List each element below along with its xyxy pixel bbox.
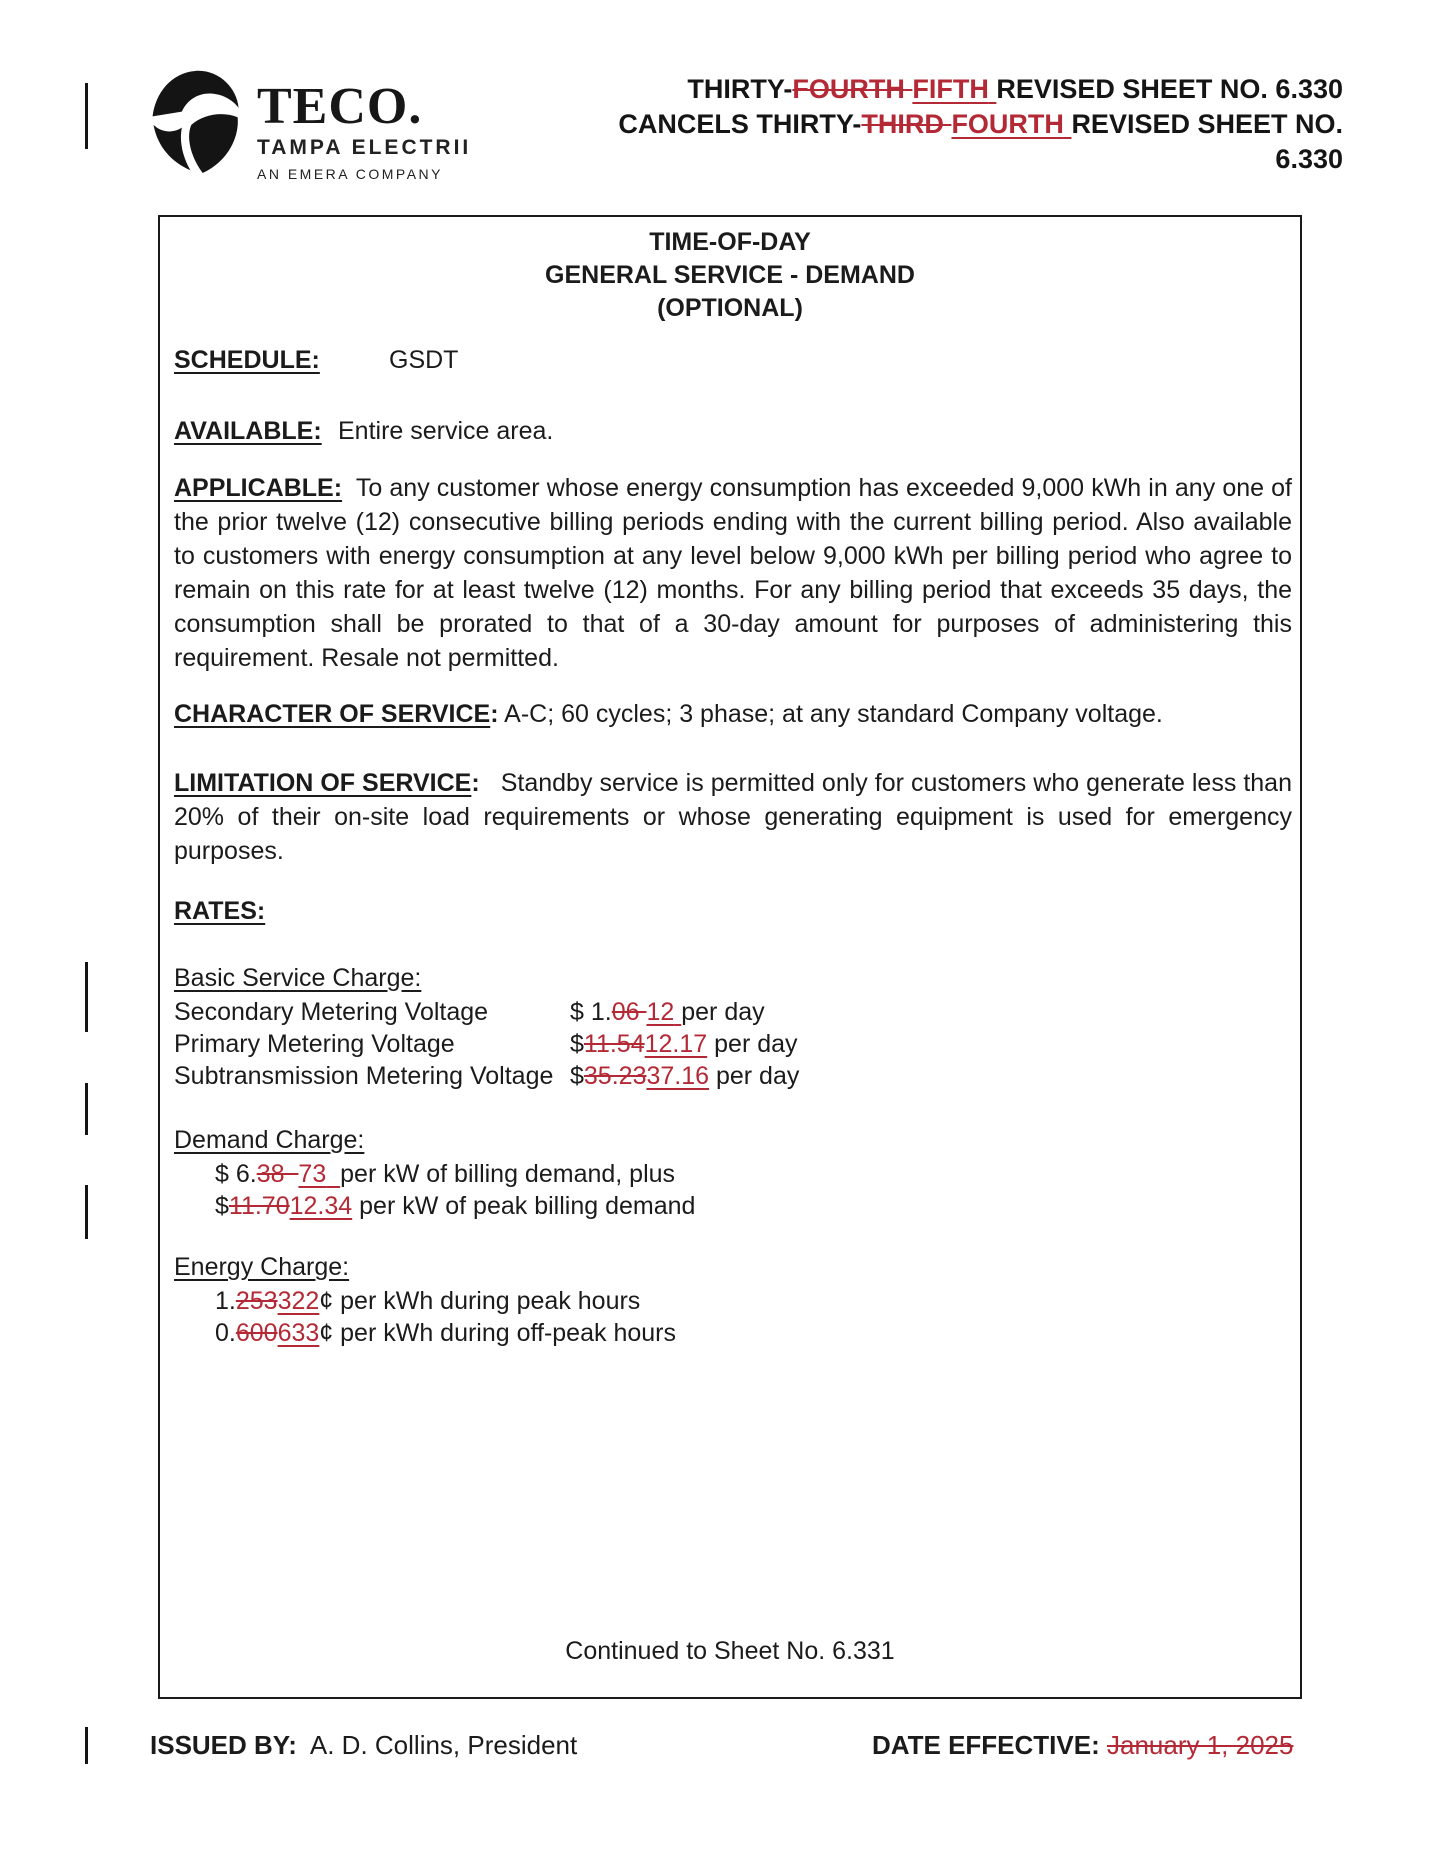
date-effective-value: January 1, 2025 bbox=[1106, 1730, 1294, 1760]
inserted-text: FIFTH bbox=[912, 74, 989, 104]
title-line: TIME-OF-DAY bbox=[649, 228, 811, 256]
rate-row: 1.253322¢ per kWh during peak hours bbox=[215, 1287, 641, 1315]
date-effective-label: DATE EFFECTIVE: bbox=[872, 1730, 1100, 1760]
change-bar bbox=[85, 1727, 88, 1764]
teco-logo-icon bbox=[147, 70, 247, 174]
rate-row bbox=[174, 997, 1292, 1027]
demand-charge-heading: Demand Charge: bbox=[174, 1126, 365, 1154]
rate-row bbox=[174, 1061, 1292, 1091]
issued-by-label: ISSUED BY: bbox=[150, 1730, 297, 1760]
title-line: GENERAL SERVICE - DEMAND bbox=[545, 261, 915, 289]
available-row bbox=[174, 416, 1292, 446]
character-colon: : bbox=[490, 700, 499, 728]
old-rate: 11.54 bbox=[583, 1030, 645, 1058]
character-of-service-row bbox=[174, 699, 1292, 729]
revision-prefix: THIRTY- bbox=[687, 74, 793, 104]
old-rate: 600 bbox=[235, 1319, 278, 1347]
rate-label: Secondary Metering Voltage bbox=[174, 998, 489, 1026]
new-rate: 12.17 bbox=[644, 1030, 708, 1058]
rate-row bbox=[174, 1029, 1292, 1059]
character-text: A-C; 60 cycles; 3 phase; at any standard Company voltage. bbox=[504, 700, 1163, 728]
revision-suffix: REVISED SHEET NO. 6.330 bbox=[996, 74, 1343, 104]
available-value: Entire service area. bbox=[338, 417, 554, 445]
old-rate: 38 bbox=[256, 1160, 285, 1188]
new-rate: 73 bbox=[298, 1160, 327, 1188]
rate-row: 0.600633¢ per kWh during off-peak hours bbox=[215, 1319, 676, 1347]
tariff-body-box bbox=[158, 215, 1302, 1699]
rates-heading: RATES: bbox=[174, 897, 266, 925]
schedule-value: GSDT bbox=[389, 346, 459, 374]
issued-by bbox=[150, 1730, 577, 1761]
schedule-label: SCHEDULE: bbox=[174, 346, 320, 374]
change-bar bbox=[85, 83, 88, 149]
deleted-text: FOURTH bbox=[792, 74, 905, 104]
company-logo bbox=[147, 70, 471, 182]
rate-label: Primary Metering Voltage bbox=[174, 1030, 455, 1058]
rate-value: $11.5412.17 per day bbox=[570, 1030, 798, 1058]
applicable-text: To any customer whose energy consumption has exceeded 9,000 kWh in any one of the prior twelve (12) consecutive billing periods ending with the current billing period. Also available to customers with energy consumption at any level below 9,000 kWh per billing period who agree to remain on this rate for at least twelve (12) months. For any billing period that exceeds 35 days, the consumption shall be prorated to that of a 30-day amount for purposes of administering this requirement. Resale not permitted. bbox=[174, 474, 1292, 672]
old-rate: 06 bbox=[611, 998, 640, 1026]
revision-header bbox=[500, 72, 1343, 177]
applicable-section bbox=[174, 471, 1292, 675]
schedule-row bbox=[174, 345, 1292, 375]
new-rate: 322 bbox=[277, 1287, 320, 1315]
revision-line-3: 6.330 bbox=[1275, 144, 1343, 174]
rate-value: $35.2337.16 per day bbox=[570, 1062, 800, 1090]
deleted-text: THIRD bbox=[861, 109, 944, 139]
revision-suffix: REVISED SHEET NO. bbox=[1071, 109, 1343, 139]
revision-line-1 bbox=[500, 72, 1343, 107]
available-label: AVAILABLE: bbox=[174, 417, 322, 445]
rate-label: Subtransmission Metering Voltage bbox=[174, 1062, 554, 1090]
inserted-text: FOURTH bbox=[951, 109, 1064, 139]
new-rate: 12 bbox=[646, 998, 675, 1026]
rate-value: $ 1.06 12 per day bbox=[570, 998, 765, 1026]
brand-name: TECO. bbox=[257, 78, 423, 135]
energy-charge-heading: Energy Charge: bbox=[174, 1253, 350, 1281]
change-bar bbox=[85, 1185, 88, 1239]
date-effective bbox=[872, 1730, 1293, 1761]
continued-note: Continued to Sheet No. 6.331 bbox=[565, 1637, 895, 1665]
rate-row: $ 6.38 73 per kW of billing demand, plus bbox=[215, 1160, 676, 1188]
basic-service-charge-heading: Basic Service Charge: bbox=[174, 964, 422, 992]
issued-by-value: A. D. Collins, President bbox=[309, 1730, 578, 1760]
limitation-of-service-section bbox=[174, 766, 1292, 868]
document-title bbox=[160, 226, 1300, 325]
old-rate: 253 bbox=[235, 1287, 278, 1315]
brand-subtitle: TAMPA ELECTRII bbox=[257, 136, 472, 159]
limitation-colon: : bbox=[471, 769, 480, 797]
change-bar bbox=[85, 962, 88, 1032]
limitation-text: Standby service is permitted only for customers who generate less than 20% of their on-site load requirements or whose generating equipment is used for emergency purposes. bbox=[174, 769, 1292, 865]
new-rate: 37.16 bbox=[646, 1062, 710, 1090]
title-line: (OPTIONAL) bbox=[657, 294, 803, 322]
applicable-label: APPLICABLE: bbox=[174, 474, 343, 502]
new-rate: 633 bbox=[277, 1319, 320, 1347]
new-rate: 12.34 bbox=[289, 1192, 353, 1220]
brand-tagline: AN EMERA COMPANY bbox=[257, 166, 443, 182]
limitation-label: LIMITATION OF SERVICE bbox=[174, 769, 472, 797]
rate-row: $11.7012.34 per kW of peak billing demand bbox=[215, 1192, 696, 1220]
old-rate: 11.70 bbox=[228, 1192, 290, 1220]
old-rate: 35.23 bbox=[583, 1062, 647, 1090]
character-label: CHARACTER OF SERVICE bbox=[174, 700, 491, 728]
change-bar bbox=[85, 1083, 88, 1135]
revision-prefix: CANCELS THIRTY- bbox=[618, 109, 862, 139]
revision-line-2 bbox=[500, 107, 1343, 142]
